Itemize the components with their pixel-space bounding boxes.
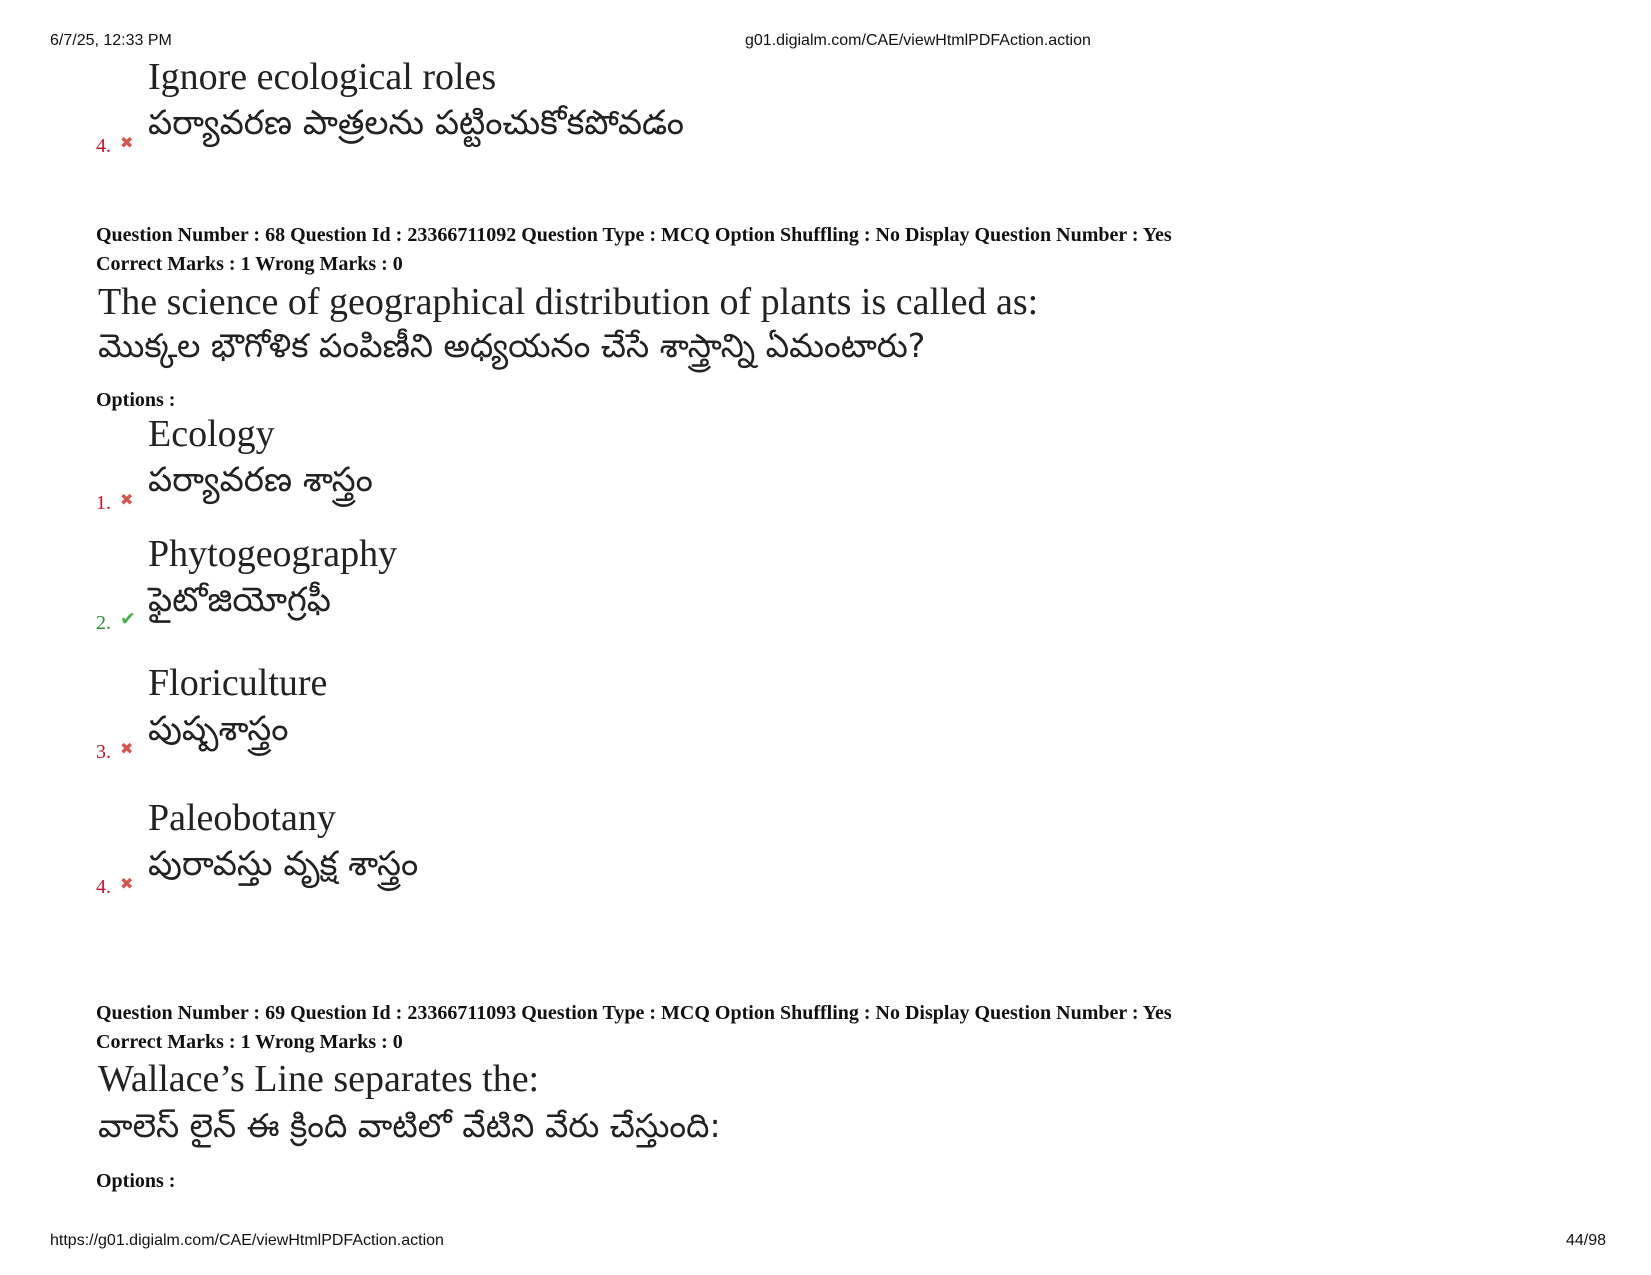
print-header	[0, 32, 1651, 52]
option-text-telugu: పుష్పశాస్త్రం	[148, 709, 289, 749]
wrong-mark-icon: ✖	[120, 490, 134, 509]
question-marks-line: Correct Marks : 1 Wrong Marks : 0	[96, 253, 403, 275]
question-text-telugu: వాలెస్ లైన్ ఈ క్రింది వాటిలో వేటిని వేరు చేస్తుంది:	[98, 1106, 721, 1145]
option-number: 2.	[96, 612, 111, 634]
option-1	[96, 412, 1296, 522]
print-page-url: g01.digialm.com/CAE/viewHtmlPDFAction.action	[745, 32, 1091, 49]
option-text-telugu: పర్యావరణ శాస్త్రం	[148, 460, 373, 500]
options-label: Options :	[96, 1170, 176, 1192]
prev-question-option-4	[96, 55, 1296, 165]
wrong-mark-icon: ✖	[120, 874, 134, 893]
print-datetime: 6/7/25, 12:33 PM	[50, 32, 172, 49]
option-text-english: Floriculture	[148, 662, 328, 704]
wrong-mark-icon: ✖	[120, 133, 134, 152]
question-text-telugu: మొక్కల భౌగోళిక పంపిణీని అధ్యయనం చేసే శాస్త్రాన్ని ఏమంటారు?	[98, 326, 926, 365]
option-text-telugu: పురావస్తు వృక్ష శాస్త్రం	[148, 844, 419, 884]
option-4	[96, 796, 1296, 906]
option-number: 3.	[96, 741, 111, 763]
option-text-english: Paleobotany	[148, 797, 336, 839]
option-text-english: Ignore ecological roles	[148, 56, 497, 98]
check-mark-icon: ✔	[120, 608, 136, 630]
option-number: 4.	[96, 135, 111, 157]
option-text-english: Ecology	[148, 413, 275, 455]
options-label: Options :	[96, 389, 176, 411]
option-text-telugu: ఫైటోజియోగ్రఫీ	[148, 580, 331, 620]
wrong-mark-icon: ✖	[120, 739, 134, 758]
question-marks-line: Correct Marks : 1 Wrong Marks : 0	[96, 1031, 403, 1053]
option-2	[96, 532, 1296, 642]
option-3	[96, 661, 1296, 771]
question-meta-line: Question Number : 69 Question Id : 23366711093 Question Type : MCQ Option Shuffling : No Display Question Number : Yes	[96, 1002, 1172, 1024]
footer-url: https://g01.digialm.com/CAE/viewHtmlPDFAction.action	[50, 1232, 444, 1249]
question-text-english: The science of geographical distribution of plants is called as:	[98, 281, 1039, 323]
option-number: 1.	[96, 492, 111, 514]
question-meta-line: Question Number : 68 Question Id : 23366711092 Question Type : MCQ Option Shuffling : No Display Question Number : Yes	[96, 224, 1172, 246]
print-footer	[0, 1232, 1651, 1252]
question-text-english: Wallace’s Line separates the:	[98, 1058, 540, 1100]
option-text-english: Phytogeography	[148, 533, 398, 575]
option-number: 4.	[96, 876, 111, 898]
option-text-telugu: పర్యావరణ పాత్రలను పట్టించుకోకపోవడం	[148, 103, 684, 143]
page-number: 44/98	[1565, 1232, 1606, 1249]
